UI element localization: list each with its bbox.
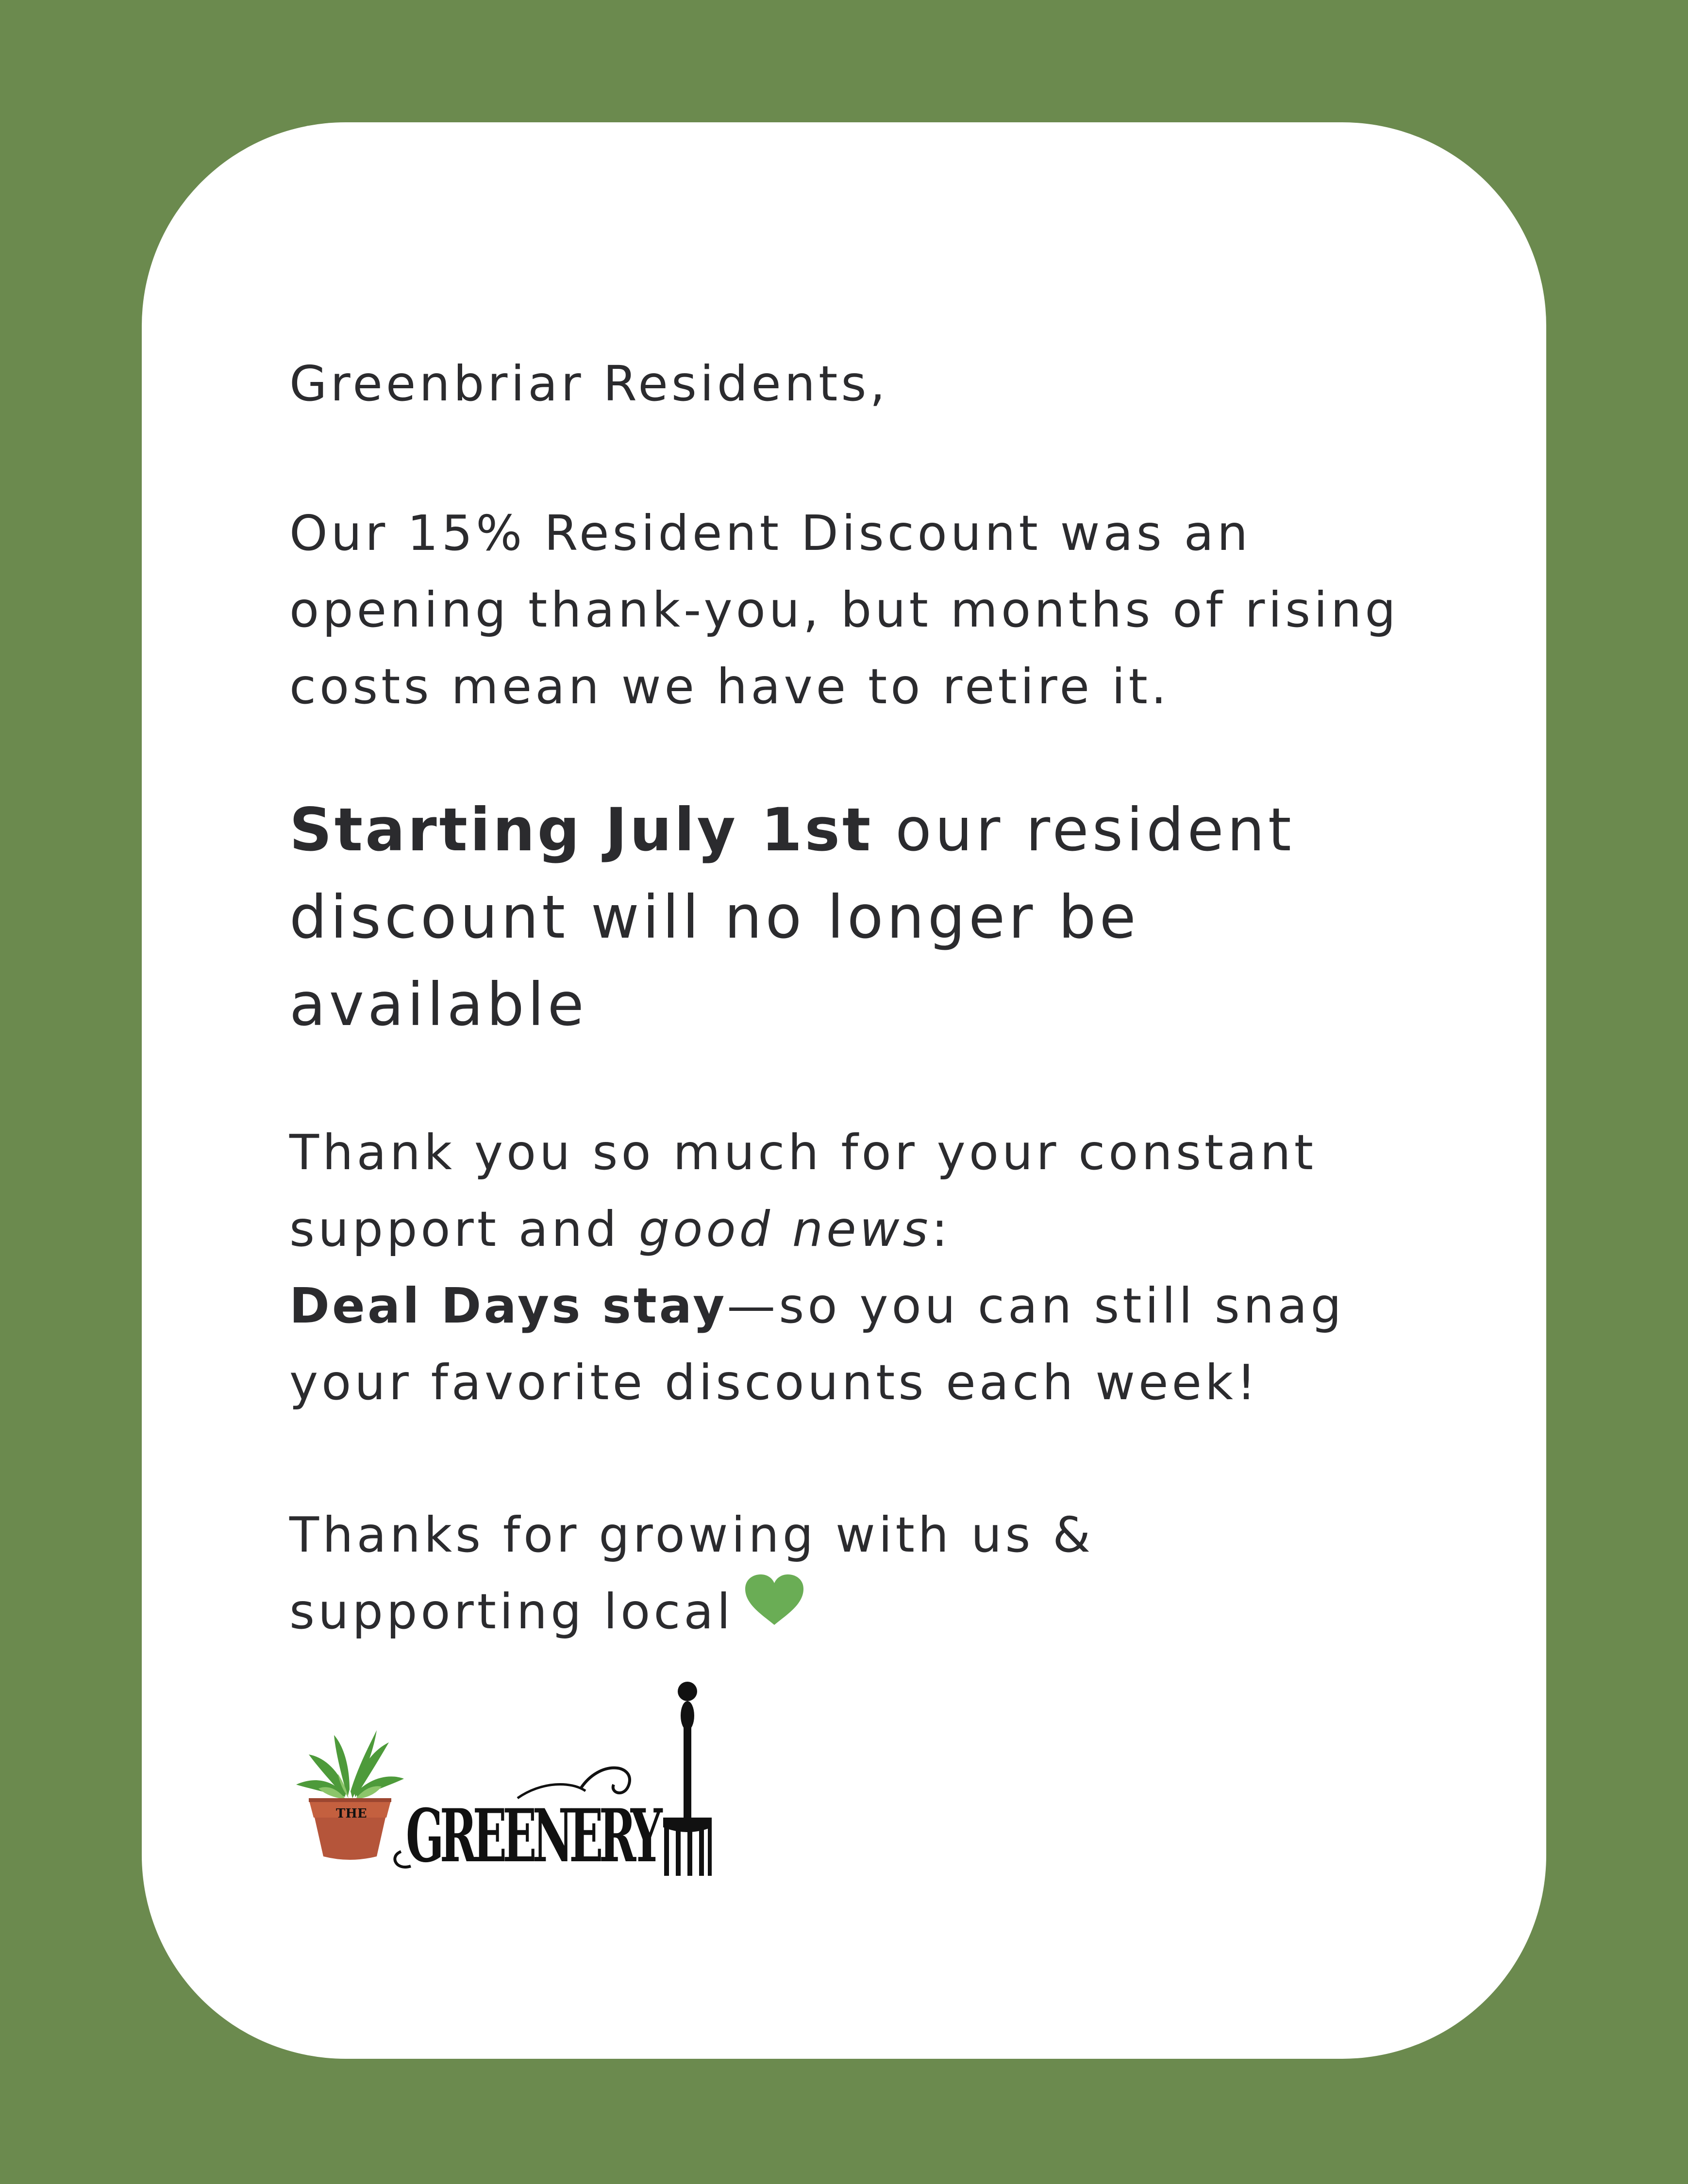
announcement-text: our resident	[873, 795, 1295, 864]
greenery-logo	[289, 1677, 736, 1881]
paragraph-text: support and	[289, 1201, 639, 1257]
paragraph-line: costs mean we have to retire it.	[289, 658, 1170, 715]
closing-paragraph	[289, 1497, 1094, 1654]
deal-days-text: Deal Days stay	[289, 1277, 727, 1334]
paragraph-line: your favorite discounts each week!	[289, 1354, 1260, 1411]
announcement-line	[289, 786, 1295, 874]
announcement-line: available	[289, 970, 587, 1039]
paragraph-text: :	[931, 1201, 952, 1257]
logo-name-text: GREENERY	[406, 1793, 663, 1879]
heart-icon	[743, 1572, 805, 1649]
discount-paragraph	[289, 495, 1399, 725]
paragraph-line	[289, 1268, 1345, 1344]
good-news-text: good news	[638, 1201, 932, 1257]
paragraph-line	[289, 1573, 1094, 1654]
greeting-text: Greenbriar Residents,	[289, 355, 889, 412]
paragraph-line: Our 15% Resident Discount was an	[289, 505, 1252, 562]
paragraph-line: opening thank-you, but months of rising	[289, 581, 1399, 638]
greeting	[289, 346, 888, 422]
fork-icon	[663, 1682, 712, 1876]
paragraph-text: supporting local	[289, 1583, 734, 1640]
thanks-paragraph	[289, 1114, 1345, 1421]
announcement-line: discount will no longer be	[289, 883, 1139, 952]
paragraph-line	[289, 1191, 1345, 1268]
start-date: Starting July 1st	[289, 795, 873, 864]
potted-plant-icon	[296, 1730, 404, 1860]
paragraph-text: —so you can still snag	[727, 1277, 1345, 1334]
announcement-paragraph	[289, 786, 1295, 1048]
paragraph-line: Thanks for growing with us &	[289, 1506, 1094, 1563]
logo-small-text: THE	[336, 1806, 367, 1821]
paragraph-line: Thank you so much for your constant	[289, 1124, 1317, 1181]
